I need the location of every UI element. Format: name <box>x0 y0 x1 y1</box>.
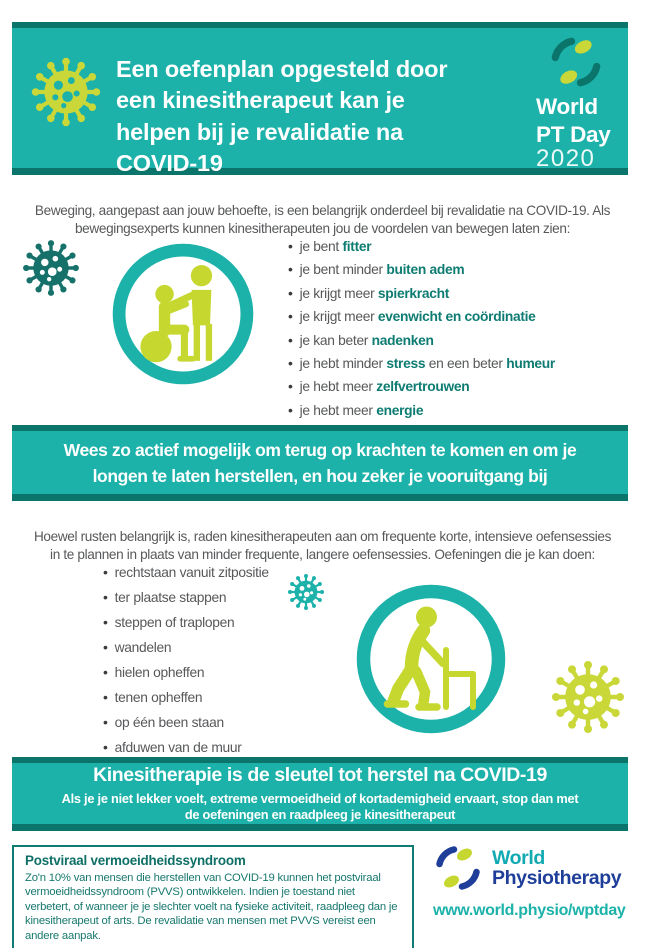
benefit-item <box>288 352 555 375</box>
highlight-text: zelfvertrouwen <box>376 379 470 395</box>
note-title: Postviraal vermoeidheidssyndroom <box>25 853 246 868</box>
text-segment: en een beter <box>425 356 507 372</box>
activity-banner <box>12 425 628 501</box>
logo-word-world: World <box>536 94 598 119</box>
banner-line: longen te laten herstellen, en hou zeker je vooruitgang bij <box>92 465 548 486</box>
banner-line: Als je je niet lekker voelt, extreme vermoeidheid of kortademigheid ervaart, stop dan met <box>61 790 579 806</box>
highlight-text: evenwicht en coördinatie <box>377 309 536 325</box>
text-line: in te plannen in plaats van minder frequente, langere oefensessies. Oefeningen die je kan doen: <box>50 547 595 563</box>
benefit-item <box>288 375 555 398</box>
wordmark-physiotherapy: Physiotherapy <box>492 867 622 889</box>
text-segment: je kan beter <box>299 332 372 348</box>
website-url: www.world.physio/wptday <box>433 902 626 919</box>
key-message-subtitle <box>62 791 579 824</box>
logo-year: 2020 <box>536 145 596 172</box>
world-physiotherapy-wordmark <box>492 848 621 889</box>
exercise-item: • ter plaatse stappen <box>103 585 269 610</box>
key-message-title: Kinesitherapie is de sleutel tot herstel na COVID-19 <box>93 763 547 786</box>
text-line: bewegingsexperts kunnen kinesitherapeuten jou de voordelen van bewegen laten zien: <box>74 221 571 237</box>
title-line: COVID-19 <box>116 150 223 177</box>
exercise-item: • op één been staan <box>103 710 269 735</box>
highlight-text: stress <box>386 356 426 372</box>
benefits-section <box>0 233 645 428</box>
benefit-item <box>288 282 555 305</box>
title-line: Een oefenplan opgesteld door <box>116 55 448 82</box>
exercise-item: • rechtstaan vanuit zitpositie <box>103 560 269 585</box>
text-line: Beweging, aangepast aan jouw behoefte, is een belangrijk onderdeel bij revalidatie na COVID-19. Als <box>34 202 611 218</box>
virus-icon <box>20 237 82 299</box>
highlight-text: humeur <box>506 356 555 372</box>
banner-line: de oefeningen en raadpleeg je kinesitherapeut <box>184 807 456 822</box>
exercises-section <box>0 560 645 757</box>
virus-icon <box>28 54 104 130</box>
banner-line: Wees zo actief mogelijk om terug op krachten te komen en om je <box>63 439 577 460</box>
text-line: Hoewel rusten belangrijk is, raden kinesitherapeuten aan om frequente korte, intensieve oefensessies <box>33 528 612 544</box>
benefits-list <box>288 235 555 422</box>
benefit-item <box>288 329 555 352</box>
highlight-text: spierkracht <box>377 285 450 301</box>
world-physiotherapy-logo-icon <box>433 843 483 893</box>
exercise-item: • afduwen van de muur <box>103 735 269 760</box>
note-text: Zo'n 10% van mensen die herstellen van COVID-19 kunnen het postviraal vermoeidheidssyndroom (PVVS) ontwikkelen. Indien je toestand niet verbetert, of wanneer je je slechter voelt na fysieke activiteit, raadpleeg dan je kinesitherapeut of arts. De revalidatie van mensen met PVVS vereist een andere aanpak. <box>25 872 398 942</box>
text-segment: je krijgt meer <box>299 285 378 301</box>
exercise-item: • wandelen <box>103 635 269 660</box>
hero-banner <box>12 22 628 175</box>
exercise-item: • hielen opheffen <box>103 660 269 685</box>
highlight-text: nadenken <box>371 332 434 348</box>
exercise-item: • steppen of traplopen <box>103 610 269 635</box>
highlight-text: fitter <box>342 239 372 254</box>
page-title <box>116 54 516 180</box>
text-segment: je bent <box>299 239 343 254</box>
text-segment: je hebt meer <box>299 402 377 418</box>
highlight-text: energie <box>376 402 424 418</box>
highlight-text: buiten adem <box>386 262 465 278</box>
physiotherapist-assisting-patient-icon <box>112 243 254 385</box>
text-segment: je krijgt meer <box>299 309 378 325</box>
benefit-item <box>288 235 555 258</box>
world-pt-day-logo <box>536 34 636 172</box>
logo-word-ptday: PT Day <box>536 122 611 147</box>
benefit-item <box>288 305 555 328</box>
title-line: een kinesitherapeut kan je <box>116 87 405 114</box>
exercises-list <box>103 560 269 760</box>
key-message-banner <box>12 757 628 831</box>
title-line: helpen bij je revalidatie na <box>116 118 403 145</box>
virus-icon <box>548 657 628 737</box>
text-segment: je hebt meer <box>299 379 377 395</box>
text-segment: je hebt minder <box>299 356 387 372</box>
text-segment: je bent minder <box>299 262 387 278</box>
benefit-item <box>288 258 555 281</box>
wordmark-world: World <box>492 846 545 869</box>
benefit-item <box>288 399 555 422</box>
world-physiotherapy-footer <box>433 843 638 920</box>
pvvs-note-box <box>12 845 414 948</box>
world-physiotherapy-logo <box>433 843 638 893</box>
virus-icon <box>286 572 326 612</box>
world-pt-day-logo-icon <box>548 34 604 90</box>
person-with-chair-support-icon <box>356 584 506 734</box>
exercise-item: • tenen opheffen <box>103 685 269 710</box>
